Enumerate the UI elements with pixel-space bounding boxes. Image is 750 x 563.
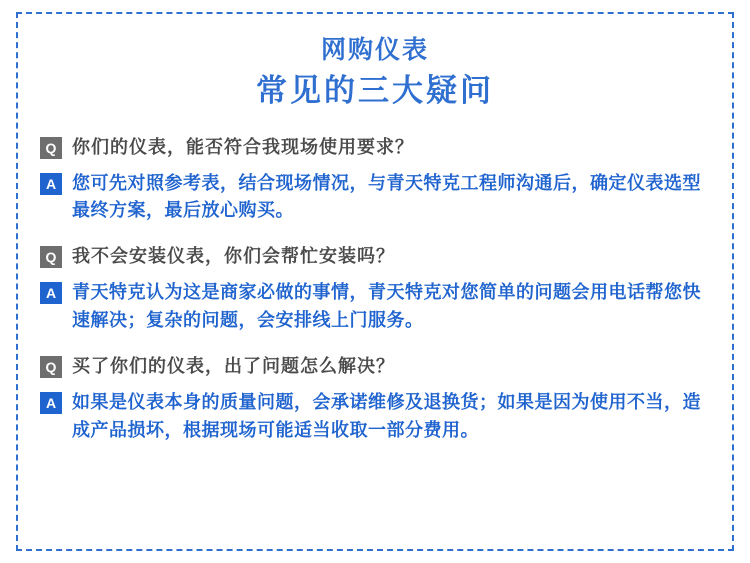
poster-content [40,28,710,535]
question-row [40,134,710,161]
question-row [40,353,710,380]
answer-badge-icon: A [40,173,62,195]
page-title: 网购仪表 [320,36,429,64]
faq-item [40,353,710,445]
page-subtitle: 常见的三大疑问 [256,72,494,108]
title-block [40,34,710,112]
question-text: 我不会安装仪表，你们会帮忙安装吗？ [72,246,395,267]
answer-text: 青天特克认为这是商家必做的事情，青天特克对您简单的问题会用电话帮您快速解决；复杂的问题，会安排线上门服务。 [72,282,701,331]
answer-row [40,389,710,445]
question-badge-icon: Q [40,137,62,159]
faq-item [40,243,710,335]
question-badge-icon: Q [40,246,62,268]
answer-text: 如果是仪表本身的质量问题，会承诺维修及退换货；如果是因为使用不当，造成产品损坏，根据现场可能适当收取一部分费用。 [72,392,701,441]
answer-row [40,279,710,335]
faq-item [40,134,710,226]
answer-text: 您可先对照参考表，结合现场情况，与青天特克工程师沟通后，确定仪表选型最终方案，最后放心购买。 [72,172,701,221]
faq-list [40,134,710,445]
answer-badge-icon: A [40,392,62,414]
question-badge-icon: Q [40,356,62,378]
answer-row [40,170,710,226]
answer-badge-icon: A [40,282,62,304]
question-row [40,243,710,270]
question-text: 买了你们的仪表，出了问题怎么解决？ [72,356,395,377]
question-text: 你们的仪表，能否符合我现场使用要求？ [72,136,414,157]
